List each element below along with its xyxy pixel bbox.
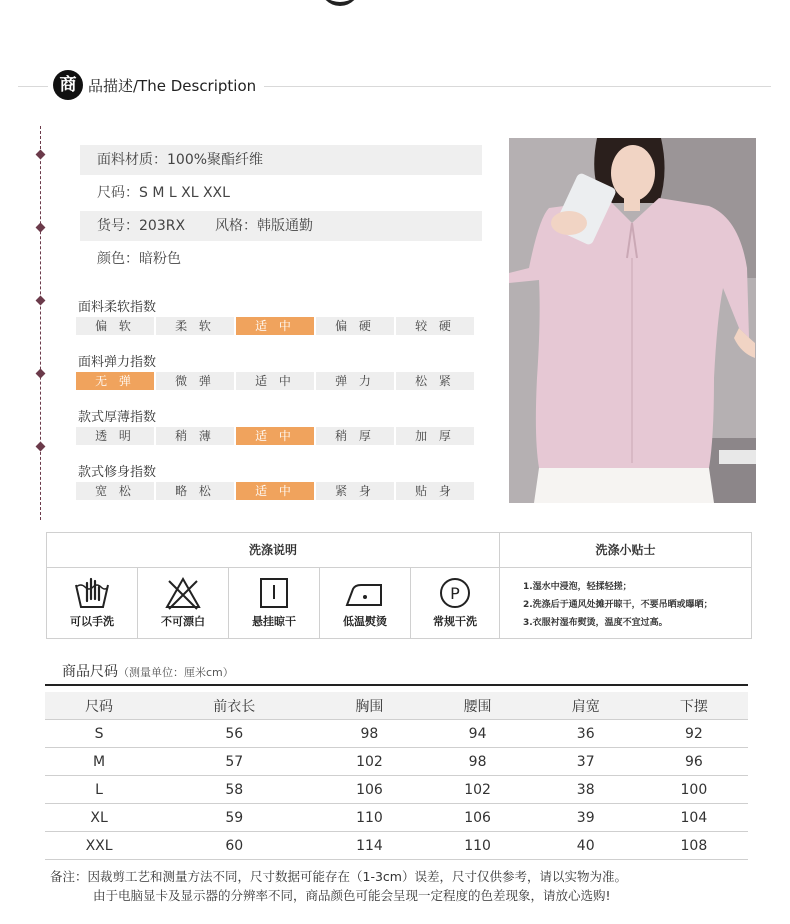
index-option-selected: 适 中 xyxy=(236,427,314,445)
index-option: 偏 硬 xyxy=(316,317,394,335)
header-badge: 商 xyxy=(53,70,83,100)
size-table-rule xyxy=(45,684,748,686)
size-cell: 下摆 xyxy=(640,692,748,720)
index-scale xyxy=(76,482,474,500)
index-scale xyxy=(76,317,474,335)
index-scale xyxy=(76,427,474,445)
spec-style: 风格：韩版通勤 xyxy=(215,218,314,234)
size-cell: L xyxy=(45,776,153,804)
low-iron-icon xyxy=(343,575,387,611)
index-option: 略 松 xyxy=(156,482,234,500)
wash-iron xyxy=(320,568,411,638)
size-cell: 98 xyxy=(424,748,532,776)
index-option-selected: 适 中 xyxy=(236,317,314,335)
size-cell: XL xyxy=(45,804,153,832)
notes xyxy=(50,867,627,905)
wash-label: 常规干洗 xyxy=(433,615,477,628)
size-cell: 106 xyxy=(424,804,532,832)
size-cell: 前衣长 xyxy=(153,692,315,720)
size-cell: 92 xyxy=(640,720,748,748)
wash-label: 悬挂晾干 xyxy=(252,615,296,628)
size-cell: 56 xyxy=(153,720,315,748)
index-option: 偏 软 xyxy=(76,317,154,335)
washing-tips-title: 洗涤小贴士 xyxy=(500,533,751,568)
size-cell: XXL xyxy=(45,832,153,860)
size-table-row xyxy=(45,720,748,748)
size-cell: 胸围 xyxy=(315,692,423,720)
index-option: 较 硬 xyxy=(396,317,474,335)
size-cell: 38 xyxy=(532,776,640,804)
wash-label: 不可漂白 xyxy=(161,615,205,628)
wash-dryclean xyxy=(411,568,500,638)
timeline-dot xyxy=(36,442,46,452)
tip-line: 1.湿水中浸泡，轻揉轻搓； xyxy=(523,582,632,592)
size-cell: 106 xyxy=(315,776,423,804)
size-cell: 102 xyxy=(315,748,423,776)
washing-title: 洗涤说明 xyxy=(47,533,500,568)
product-photo xyxy=(509,138,756,503)
index-option: 微 弹 xyxy=(156,372,234,390)
size-cell: 尺码 xyxy=(45,692,153,720)
size-cell: 114 xyxy=(315,832,423,860)
index-option: 柔 软 xyxy=(156,317,234,335)
index-option: 适 中 xyxy=(236,372,314,390)
spec-item-no: 货号：203RX xyxy=(97,218,186,234)
size-cell: 39 xyxy=(532,804,640,832)
header-line-left xyxy=(18,86,48,87)
size-cell: 40 xyxy=(532,832,640,860)
tip-line: 2.洗涤后于通风处摊开晾干，不要吊晒或曝晒； xyxy=(523,600,713,610)
size-cell: 94 xyxy=(424,720,532,748)
size-cell: 104 xyxy=(640,804,748,832)
index-scale xyxy=(76,372,474,390)
size-cell: 60 xyxy=(153,832,315,860)
size-cell: 100 xyxy=(640,776,748,804)
wash-bleach xyxy=(138,568,229,638)
size-unit: （测量单位：厘米cm） xyxy=(118,666,234,679)
note-line: 备注：因裁剪工艺和测量方法不同，尺寸数据可能存在（1-3cm）误差，尺寸仅供参考，请以实物为准。 xyxy=(50,869,627,884)
size-cell: 58 xyxy=(153,776,315,804)
size-cell: 96 xyxy=(640,748,748,776)
timeline-dot xyxy=(36,296,46,306)
index-option: 弹 力 xyxy=(316,372,394,390)
size-cell: 36 xyxy=(532,720,640,748)
spec-color: 颜色：暗粉色 xyxy=(97,251,181,267)
index-option-selected: 适 中 xyxy=(236,482,314,500)
note-line: 由于电脑显卡及显示器的分辨率不同，商品颜色可能会呈现一定程度的色差现象，请放心选购! xyxy=(93,888,611,903)
index-option-selected: 无 弹 xyxy=(76,372,154,390)
size-cell: 57 xyxy=(153,748,315,776)
no-bleach-icon xyxy=(164,575,202,611)
size-table-row xyxy=(45,776,748,804)
timeline-dot xyxy=(36,150,46,160)
index-option: 松 紧 xyxy=(396,372,474,390)
size-cell: 110 xyxy=(424,832,532,860)
washing-panel xyxy=(46,532,752,639)
size-cell: 37 xyxy=(532,748,640,776)
size-table-row xyxy=(45,832,748,860)
svg-text:P: P xyxy=(450,584,460,603)
index-option: 稍 薄 xyxy=(156,427,234,445)
index-title: 面料弹力指数 xyxy=(78,355,157,370)
wash-hand xyxy=(47,568,138,638)
size-cell: 102 xyxy=(424,776,532,804)
spec-item-style xyxy=(80,211,482,241)
index-option: 贴 身 xyxy=(396,482,474,500)
hang-dry-icon xyxy=(255,575,293,611)
index-option: 透 明 xyxy=(76,427,154,445)
timeline-line xyxy=(40,126,41,520)
size-cell: S xyxy=(45,720,153,748)
size-table-row xyxy=(45,748,748,776)
dry-clean-icon xyxy=(436,575,474,611)
index-title: 款式修身指数 xyxy=(78,465,157,480)
index-option: 稍 厚 xyxy=(316,427,394,445)
washing-tips xyxy=(523,578,713,632)
size-cell: 腰围 xyxy=(424,692,532,720)
size-cell: 108 xyxy=(640,832,748,860)
timeline-dot xyxy=(36,223,46,233)
size-cell: 59 xyxy=(153,804,315,832)
spec-size: 尺码：S M L XL XXL xyxy=(97,185,230,201)
section-title: 品描述/The Description xyxy=(88,77,257,95)
tip-line: 3.衣服衬湿布熨烫，温度不宜过高。 xyxy=(523,618,668,628)
size-table-title: 商品尺码（测量单位：厘米cm） xyxy=(62,664,234,680)
header-line-right xyxy=(264,86,771,87)
wash-label: 可以手洗 xyxy=(70,615,114,628)
timeline-dot xyxy=(36,369,46,379)
size-cell: 肩宽 xyxy=(532,692,640,720)
wash-label: 低温熨烫 xyxy=(343,615,387,628)
spec-material: 面料材质：100%聚酯纤维 xyxy=(80,145,482,175)
top-decoration xyxy=(320,0,360,6)
size-table xyxy=(45,692,748,860)
index-title: 款式厚薄指数 xyxy=(78,410,157,425)
index-option: 紧 身 xyxy=(316,482,394,500)
hand-wash-icon xyxy=(73,575,111,611)
size-cell: 98 xyxy=(315,720,423,748)
size-cell: M xyxy=(45,748,153,776)
size-table-row xyxy=(45,804,748,832)
index-title: 面料柔软指数 xyxy=(78,300,157,315)
index-option: 宽 松 xyxy=(76,482,154,500)
index-option: 加 厚 xyxy=(396,427,474,445)
size-cell: 110 xyxy=(315,804,423,832)
wash-hang xyxy=(229,568,320,638)
size-table-header xyxy=(45,692,748,720)
